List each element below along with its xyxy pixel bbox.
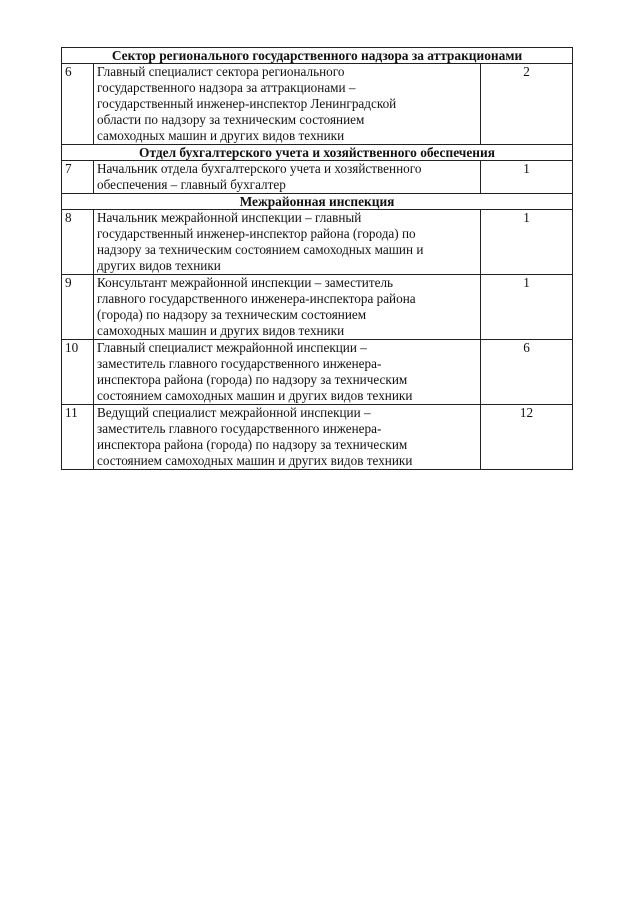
staff-count: 12 — [481, 405, 573, 470]
staff-count: 6 — [481, 340, 573, 405]
table-row — [62, 161, 573, 194]
table-row — [62, 64, 573, 145]
table-row — [62, 405, 573, 470]
row-number: 7 — [62, 161, 94, 194]
position-title — [94, 210, 481, 275]
position-title-line: Ведущий специалист межрайонной инспекции – — [97, 405, 371, 420]
row-number: 9 — [62, 275, 94, 340]
staff-count: 1 — [481, 210, 573, 275]
table-row — [62, 210, 573, 275]
section-header-row — [62, 48, 573, 64]
position-title-line: Консультант межрайонной инспекции – заместитель — [97, 275, 394, 290]
position-title-line: Начальник отдела бухгалтерского учета и хозяйственного — [97, 161, 422, 176]
position-title — [94, 340, 481, 405]
position-title — [94, 64, 481, 145]
staff-table — [61, 47, 573, 470]
position-title-line: обеспечения – главный бухгалтер — [97, 177, 286, 192]
position-title-line: других видов техники — [97, 258, 221, 273]
row-number: 6 — [62, 64, 94, 145]
position-title — [94, 161, 481, 194]
position-title — [94, 275, 481, 340]
position-title-line: государственный инженер-инспектор Ленинградской — [97, 96, 397, 111]
table-row — [62, 275, 573, 340]
position-title-line: Главный специалист межрайонной инспекции – — [97, 340, 367, 355]
section-heading: Отдел бухгалтерского учета и хозяйственного обеспечения — [62, 145, 573, 161]
position-title-line: инспектора района (города) по надзору за техническим — [97, 372, 408, 387]
position-title-line: состоянием самоходных машин и других видов техники — [97, 453, 413, 468]
staff-count: 1 — [481, 275, 573, 340]
staff-count: 1 — [481, 161, 573, 194]
position-title-line: Начальник межрайонной инспекции – главный — [97, 210, 362, 225]
position-title-line: Главный специалист сектора регионального — [97, 64, 345, 79]
position-title-line: самоходных машин и других видов техники — [97, 128, 345, 143]
position-title — [94, 405, 481, 470]
section-heading: Сектор регионального государственного надзора за аттракционами — [62, 48, 573, 64]
section-header-row — [62, 194, 573, 210]
position-title-line: самоходных машин и других видов техники — [97, 323, 345, 338]
row-number: 10 — [62, 340, 94, 405]
position-title-line: надзору за техническим состоянием самоходных машин и — [97, 242, 424, 257]
section-heading: Межрайонная инспекция — [62, 194, 573, 210]
position-title-line: государственного надзора за аттракционами – — [97, 80, 356, 95]
position-title-line: заместитель главного государственного инженера- — [97, 356, 382, 371]
position-title-line: состоянием самоходных машин и других видов техники — [97, 388, 413, 403]
row-number: 11 — [62, 405, 94, 470]
position-title-line: главного государственного инженера-инспектора района — [97, 291, 416, 306]
staff-table-body — [62, 48, 573, 470]
table-row — [62, 340, 573, 405]
position-title-line: (города) по надзору за техническим состоянием — [97, 307, 367, 322]
position-title-line: инспектора района (города) по надзору за техническим — [97, 437, 408, 452]
section-header-row — [62, 145, 573, 161]
position-title-line: государственный инженер-инспектор района (города) по — [97, 226, 416, 241]
staff-count: 2 — [481, 64, 573, 145]
row-number: 8 — [62, 210, 94, 275]
position-title-line: области по надзору за техническим состоянием — [97, 112, 365, 127]
position-title-line: заместитель главного государственного инженера- — [97, 421, 382, 436]
